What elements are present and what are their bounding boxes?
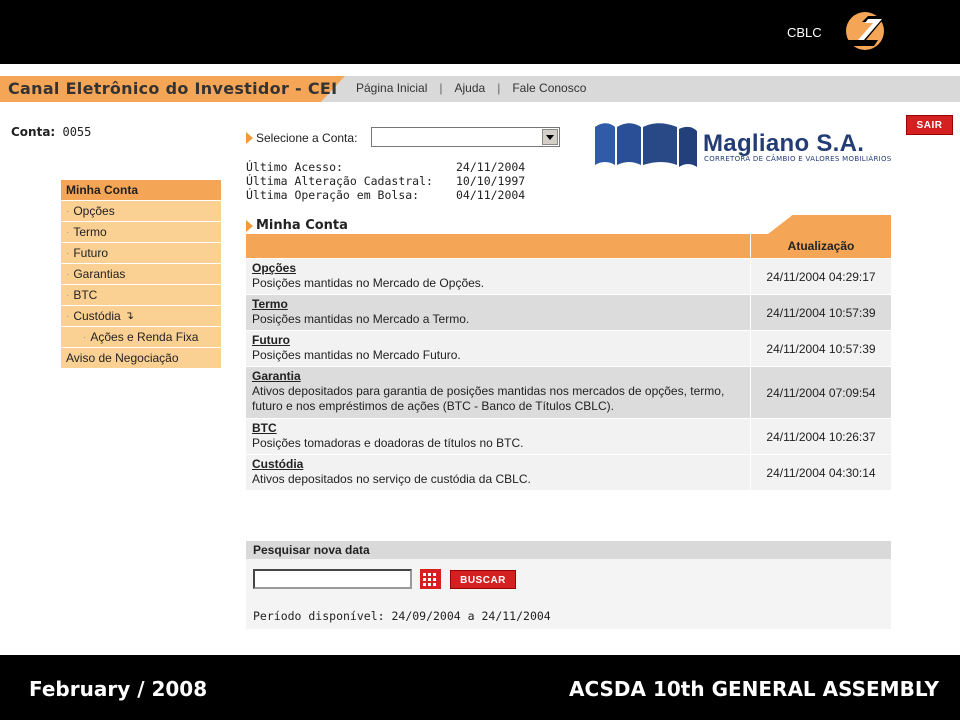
- nav-help-link[interactable]: Ajuda: [454, 81, 486, 95]
- table-header: [246, 234, 891, 258]
- account-table: [246, 234, 891, 490]
- slide-header: [0, 0, 960, 64]
- nav-separator: |: [497, 81, 501, 95]
- menu-item-label: Termo: [73, 224, 107, 239]
- access-row: [246, 160, 525, 174]
- row-desc: Posições tomadoras e doadoras de títulos no BTC.: [252, 436, 524, 450]
- menu-item-label: Custódia: [73, 308, 121, 323]
- nav-contact-link[interactable]: Fale Conosco: [512, 81, 587, 95]
- row-desc-cell: [246, 259, 751, 294]
- access-label: Última Alteração Cadastral:: [246, 174, 433, 188]
- expand-arrow-icon: ↴: [124, 309, 134, 322]
- access-row: [246, 174, 525, 188]
- bullet-icon: ·: [66, 310, 70, 322]
- access-label: Último Acesso:: [246, 160, 343, 174]
- side-menu: [61, 180, 221, 369]
- section-title: [246, 218, 348, 233]
- available-period: Período disponível: 24/09/2004 a 24/11/2004: [253, 609, 551, 623]
- menu-item-label: Ações e Renda Fixa: [90, 329, 199, 344]
- table-row: [246, 330, 891, 366]
- table-row: [246, 294, 891, 330]
- row-link-garantia[interactable]: Garantia: [252, 369, 301, 383]
- header-cell-empty: [246, 234, 751, 258]
- access-label: Última Operação em Bolsa:: [246, 188, 420, 202]
- row-date: 24/11/2004 04:30:14: [766, 465, 876, 480]
- cblc-logo-icon: [838, 10, 888, 52]
- bullet-icon: ·: [66, 289, 70, 301]
- menu-item-label: BTC: [73, 287, 98, 302]
- bullet-icon: ·: [66, 268, 70, 280]
- row-link-btc[interactable]: BTC: [252, 421, 277, 435]
- bullet-icon: ·: [66, 205, 70, 217]
- account-select-text: Selecione a Conta:: [256, 131, 358, 145]
- menu-item-label: Opções: [73, 203, 115, 218]
- row-desc-cell: [246, 419, 751, 454]
- nav-home-link[interactable]: Página Inicial: [356, 81, 428, 95]
- bullet-icon: ·: [66, 226, 70, 238]
- menu-item-opcoes[interactable]: [61, 201, 221, 222]
- account-select[interactable]: [371, 127, 560, 147]
- account-select-label: [246, 131, 357, 145]
- row-link-custodia[interactable]: Custódia: [252, 457, 304, 471]
- menu-item-btc[interactable]: [61, 285, 221, 306]
- cblc-label: CBLC: [787, 25, 822, 40]
- row-date: 24/11/2004 10:57:39: [766, 341, 876, 356]
- footer-date: February / 2008: [29, 677, 208, 701]
- top-nav: [356, 81, 586, 95]
- menu-item-label: Futuro: [73, 245, 109, 260]
- row-desc: Posições mantidas no Mercado Futuro.: [252, 348, 461, 362]
- arrow-right-icon: [246, 132, 253, 144]
- menu-item-label: Garantias: [73, 266, 126, 281]
- row-date: 24/11/2004 10:57:39: [766, 305, 876, 320]
- row-desc: Posições mantidas no Mercado de Opções.: [252, 276, 485, 290]
- menu-subitem-acoes-renda-fixa[interactable]: [61, 327, 221, 348]
- account-value: 0055: [62, 125, 92, 139]
- row-desc-cell: [246, 455, 751, 490]
- bullet-icon: ·: [83, 331, 87, 343]
- row-desc-cell: [246, 295, 751, 330]
- header-cell-update: Atualização: [787, 239, 855, 253]
- table-row: [246, 418, 891, 454]
- access-value: 10/10/1997: [456, 174, 526, 188]
- row-link-termo[interactable]: Termo: [252, 297, 288, 311]
- row-date: 24/11/2004 10:26:37: [766, 429, 876, 444]
- date-search-panel: [246, 541, 891, 629]
- row-link-opcoes[interactable]: Opções: [252, 261, 297, 275]
- menu-item-termo[interactable]: [61, 222, 221, 243]
- menu-item-aviso-negociacao[interactable]: Aviso de Negociação: [61, 348, 221, 369]
- table-row: [246, 258, 891, 294]
- access-info: [246, 160, 525, 202]
- row-desc: Posições mantidas no Mercado a Termo.: [252, 312, 470, 326]
- nav-separator: |: [439, 81, 443, 95]
- row-date: 24/11/2004 07:09:54: [766, 385, 876, 400]
- row-desc-cell: [246, 331, 751, 366]
- logout-button[interactable]: SAIR: [906, 115, 953, 135]
- row-desc: Ativos depositados para garantia de posições mantidas nos mercados de opções, termo, futuro e nos empréstimos de ações (BTC - Banco de Títulos CBLC).: [252, 384, 725, 413]
- access-row: [246, 188, 525, 202]
- calendar-icon[interactable]: [420, 569, 441, 589]
- cei-screenshot: [0, 64, 960, 655]
- bullet-icon: ·: [66, 247, 70, 259]
- row-desc-cell: [246, 367, 751, 418]
- app-title: Canal Eletrônico do Investidor - CEI: [8, 79, 338, 98]
- menu-header-minha-conta[interactable]: Minha Conta: [61, 180, 221, 201]
- row-link-futuro[interactable]: Futuro: [252, 333, 290, 347]
- arrow-right-icon: [246, 220, 253, 232]
- account-number: [11, 125, 91, 139]
- access-value: 24/11/2004: [456, 160, 526, 174]
- row-desc: Ativos depositados no serviço de custódia da CBLC.: [252, 472, 531, 486]
- brand-subtitle: CORRETORA DE CÂMBIO E VALORES MOBILIÁRIOS: [704, 155, 892, 163]
- menu-item-garantias[interactable]: [61, 264, 221, 285]
- date-input[interactable]: [253, 569, 412, 589]
- table-row: [246, 366, 891, 418]
- chevron-down-icon[interactable]: [542, 129, 558, 145]
- search-title: Pesquisar nova data: [246, 541, 891, 559]
- magliano-logo-icon: [593, 119, 698, 171]
- search-button[interactable]: BUSCAR: [450, 570, 516, 589]
- footer-event: ACSDA 10th GENERAL ASSEMBLY: [569, 677, 939, 701]
- section-title-text: Minha Conta: [256, 218, 348, 233]
- menu-item-custodia[interactable]: [61, 306, 221, 327]
- access-value: 04/11/2004: [456, 188, 526, 202]
- table-row: [246, 454, 891, 490]
- account-label: Conta:: [11, 125, 56, 139]
- section-tab-accent: [768, 215, 891, 234]
- brand-name: Magliano S.A.: [703, 130, 865, 157]
- row-date: 24/11/2004 04:29:17: [766, 269, 876, 284]
- menu-item-futuro[interactable]: [61, 243, 221, 264]
